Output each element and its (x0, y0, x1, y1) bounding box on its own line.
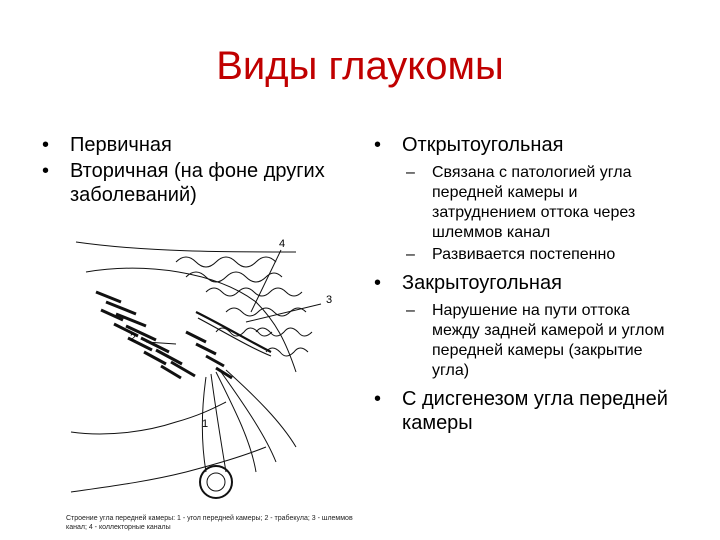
bullet-dysgenesis: • С дисгенезом угла передней камеры (374, 387, 674, 435)
figure-label-1: 1 (202, 418, 209, 430)
eye-angle-illustration (66, 232, 366, 532)
eye-angle-drawing (66, 232, 366, 532)
figure-label-4: 4 (279, 238, 286, 250)
slide-title: Виды глаукомы (216, 44, 504, 88)
bullet-primary: • Первичная (42, 133, 342, 157)
right-bullet-list (374, 133, 674, 439)
figure-caption: Строение угла передней камеры: 1 - угол передней камеры; 2 - трабекула; 3 - шлеммов канал; 4 - коллекторные каналы (66, 515, 353, 531)
open-angle-sublist (406, 163, 674, 265)
subbullet-closed-angle-1: – Нарушение на пути оттока между задней камерой и углом передней камеры (закрытие угла) (406, 301, 674, 381)
figure-label-2: 2 (130, 332, 137, 344)
bullet-closed-angle: • Закрытоугольная (374, 271, 674, 295)
subbullet-open-angle-1: – Связана с патологией угла передней камеры и затруднением оттока через шлеммов канал (406, 163, 674, 243)
closed-angle-sublist (406, 301, 674, 381)
left-bullet-list (42, 133, 342, 209)
subbullet-open-angle-2: – Развивается постепенно (406, 245, 674, 265)
bullet-secondary: • Вторичная (на фоне других заболеваний) (42, 159, 342, 207)
figure-label-3: 3 (326, 294, 333, 306)
bullet-open-angle: • Открытоугольная (374, 133, 674, 157)
